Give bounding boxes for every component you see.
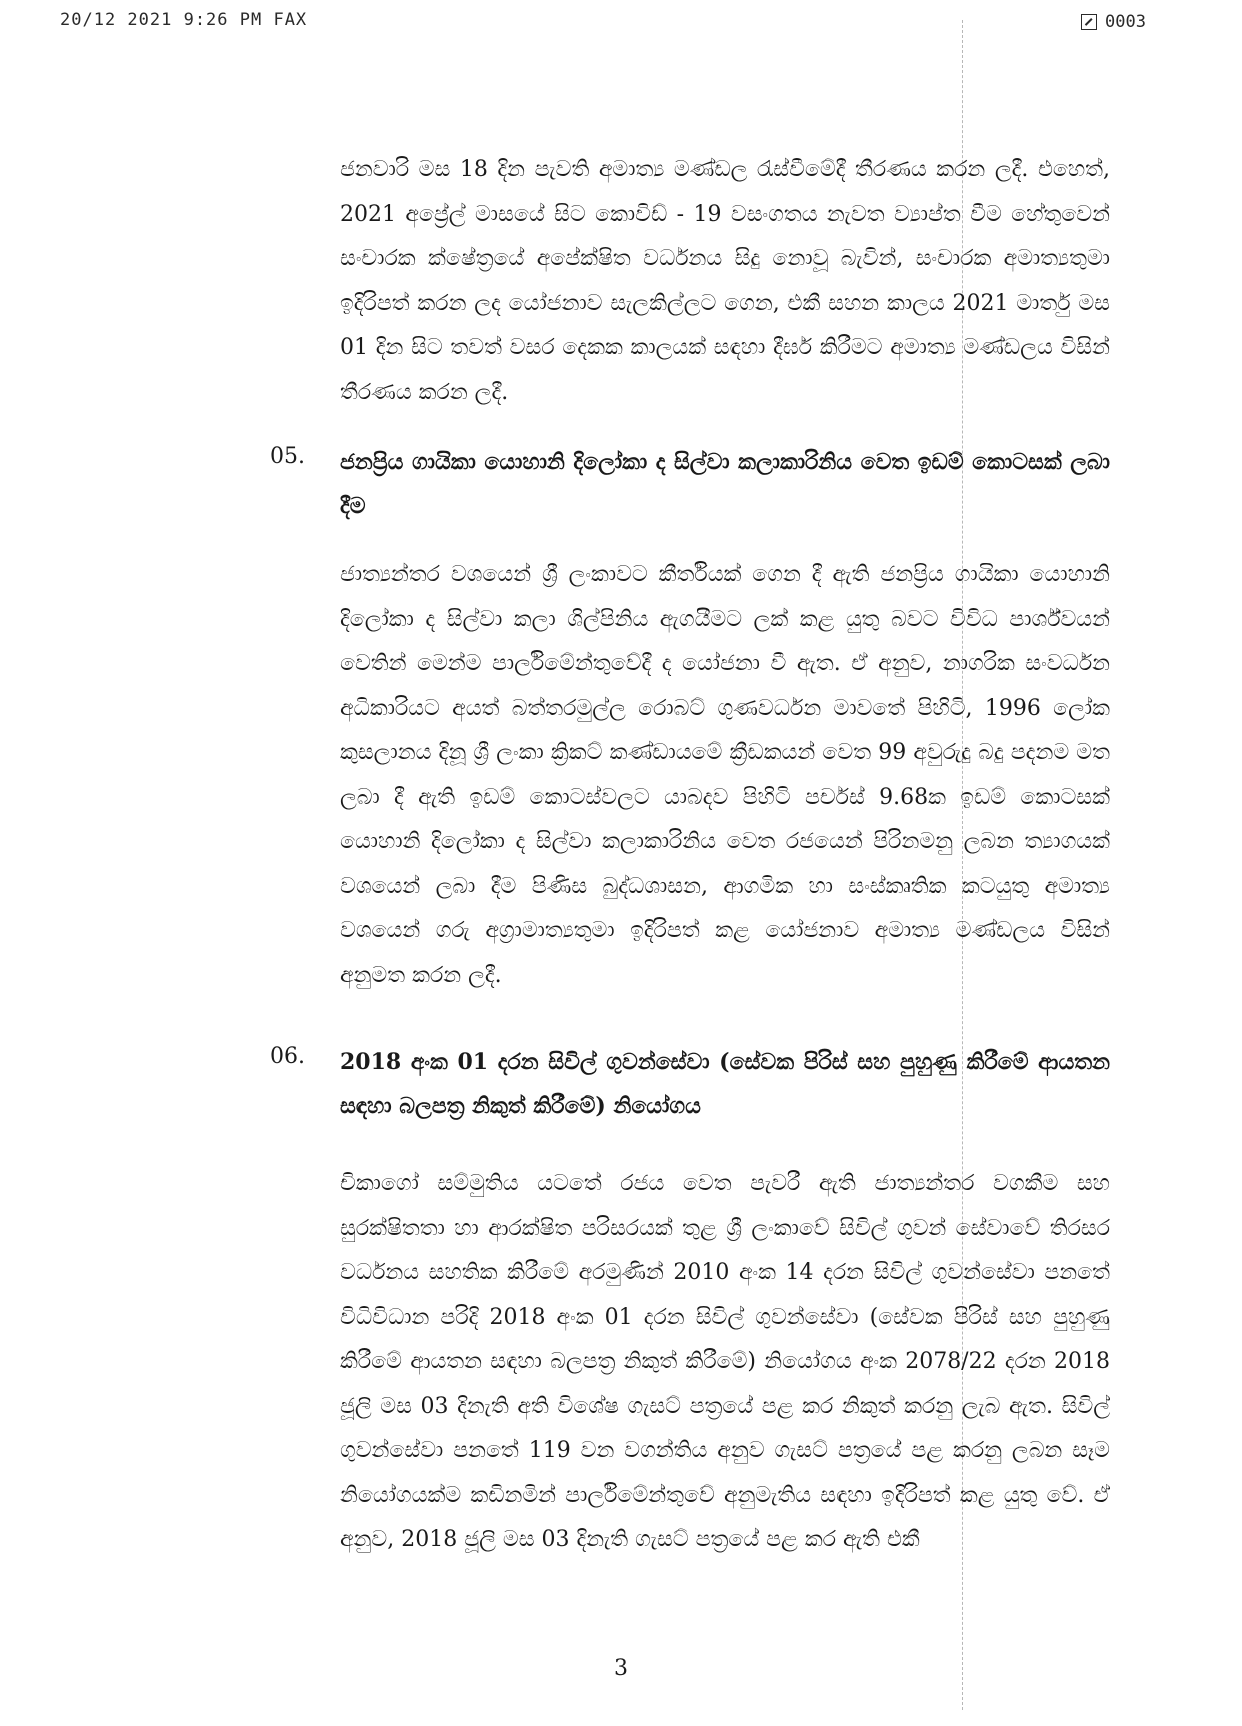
fax-page-indicator xyxy=(1081,12,1146,32)
section-number: 06. xyxy=(270,1044,305,1069)
section-title: ජනප්‍රිය ගායිකා යොහානි දිලෝකා ද සිල්වා කලාකාරිනිය වෙත ඉඩම් කොටසක් ලබා දීම xyxy=(340,449,1110,519)
paragraph-continuation: ජනවාරි මස 18 දින පැවති අමාත්‍ය මණ්ඩල රැස්වීමේදී තීරණය කරන ලදී. එහෙත්, 2021 අප්‍රේල් මාසයේ සිට කොවිඩ් - 19 වසංගතය නැවත ව්‍යාප්ත වීම හේතුවෙන් සංචාරක ක්ෂේත්‍රයේ අපේක්ෂිත වර්ධනය සිදු නොවූ බැවින්, සංචාරක අමාත්‍යතුමා ඉදිරිපත් කරන ලද යෝජනාව සැලකිල්ලට ගෙන, එකී සහන කාලය 2021 මාර්තු මස 01 දින සිට තවත් වසර දෙකක කාලයක් සඳහා දීර්ඝ කිරීමට අමාත්‍ය මණ්ඩලය විසින් තීරණය කරන ලදී. xyxy=(340,157,1110,405)
fax-page-code: 0003 xyxy=(1105,12,1146,32)
page-number: 3 xyxy=(614,1656,628,1681)
section-title: 2018 අංක 01 දරන සිවිල් ගුවන්සේවා (සේවක පිරිස් සහ පුහුණු කිරීමේ ආයතන සඳහා බලපත්‍ර නිකුත් කිරීමේ) නියෝගය xyxy=(340,1049,1110,1119)
paragraph-section-05: ජාත්‍යන්තර වශයෙන් ශ්‍රී ලංකාවට කීර්තියක් ගෙන දී ඇති ජනප්‍රිය ගායිකා යොහානි දිලෝකා ද සිල්වා කලා ශිල්පිනිය ඇගයීමට ලක් කළ යුතු බවට විවිධ පාර්ශ්වයන් වෙතින් මෙන්ම පාර්ලිමේන්තුවේදී ද යෝජනා වී ඇත. ඒ අනුව, නාගරික සංවර්ධන අධිකාරියට අයත් බත්තරමුල්ල රොබට් ගුණවර්ධන මාවතේ පිහිටි, 1996 ලෝක කුසලානය දිනූ ශ්‍රී ලංකා ක්‍රිකට් කණ්ඩායමේ ක්‍රීඩකයන් වෙත 99 අවුරුදු බදු පදනම මත ලබා දී ඇති ඉඩම් කොටස්වලට යාබදව පිහිටි පර්චස් 9.68ක ඉඩම් කොටසක් යොහානි දිලෝකා ද සිල්වා කලාකාරිනිය වෙත රජයෙන් පිරිනමනු ලබන ත්‍යාගයක් වශයෙන් ලබා දීම පිණිස බුද්ධශාසන, ආගමික හා සංස්කෘතික කටයුතු අමාත්‍ය වශයෙන් ගරු අග්‍රාමාත්‍යතුමා ඉදිරිපත් කළ යෝජනාව අමාත්‍ය මණ්ඩලය විසින් අනුමත කරන ලදී. xyxy=(340,562,1110,988)
paragraph-section-06: චිකාගෝ සම්මුතිය යටතේ රජය වෙත පැවරී ඇති ජාත්‍යන්තර වගකීම සහ සුරක්ෂිතතා හා ආරක්ෂිත පරිසරයක් තුළ ශ්‍රී ලංකාවේ සිවිල් ගුවන් සේවාවේ තිරසර වර්ධනය සහතික කිරීමේ අරමුණින් 2010 අංක 14 දරන සිවිල් ගුවන්සේවා පනතේ විධිවිධාන පරිදි 2018 අංක 01 දරන සිවිල් ගුවන්සේවා (සේවක පිරිස් සහ පුහුණු කිරීමේ ආයතන සඳහා බලපත්‍ර නිකුත් කිරීමේ) නියෝගය අංක 2078/22 දරන 2018 ජූලි මස 03 දිනැති අති විශේෂ ගැසට් පත්‍රයේ පළ කර නිකුත් කරනු ලැබ ඇත. සිවිල් ගුවන්සේවා පනතේ 119 වන වගන්තිය අනුව ගැසට් පත්‍රයේ පළ කරනු ලබන සෑම නියෝගයක්ම කඩිනමින් පාර්ලිමේන්තුවේ අනුමැතිය සඳහා ඉදිරිපත් කළ යුතු වේ. ඒ අනුව, 2018 ජූලි මස 03 දිනැති ගැසට් පත්‍රයේ පළ කර ඇති එකී xyxy=(340,1171,1110,1552)
section-number: 05. xyxy=(270,444,305,469)
fax-checkbox-icon xyxy=(1081,14,1097,30)
fax-header-timestamp: 20/12 2021 9:26 PM FAX xyxy=(60,10,308,30)
